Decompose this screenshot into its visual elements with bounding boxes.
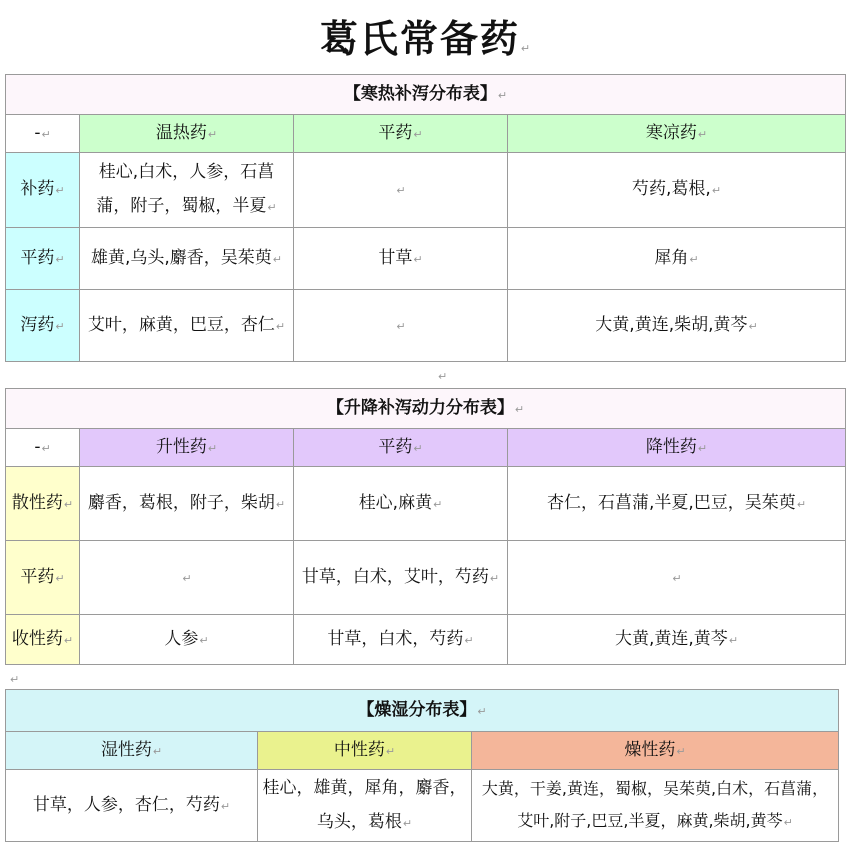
table-cell: 甘草，人参，杏仁，芍药↵ [6,770,258,842]
row-label: 收性药↵ [6,615,80,665]
table-cell: 艾叶，麻黄，巴豆，杏仁↵ [80,290,294,362]
cold-hot-table [5,74,846,362]
corner-cell: -↵ [6,429,80,467]
table-row [6,615,846,665]
table-caption: 【燥湿分布表】↵ [6,690,839,732]
column-header: 寒凉药↵ [508,115,846,153]
column-header: 降性药↵ [508,429,846,467]
table-cell: 桂心,麻黄↵ [294,467,508,541]
column-header: 湿性药↵ [6,732,258,770]
table-row [6,153,846,228]
table-cell: ↵ [80,541,294,615]
table-cell: 桂心,白术，人参，石菖蒲，附子，蜀椒，半夏↵ [80,153,294,228]
table-cell: 麝香，葛根，附子，柴胡↵ [80,467,294,541]
table-cell: 大黄,黄连,黄芩↵ [508,615,846,665]
table-caption: 【升降补泻动力分布表】↵ [6,389,846,429]
table-cell: 杏仁，石菖蒲,半夏,巴豆，吴茱萸↵ [508,467,846,541]
column-header: 平药↵ [294,115,508,153]
table-cell: ↵ [294,153,508,228]
table-cell: ↵ [294,290,508,362]
table-cell: 大黄,黄连,柴胡,黄芩↵ [508,290,846,362]
corner-cell: -↵ [6,115,80,153]
table-cell: 芍药,葛根,↵ [508,153,846,228]
table-cell: 桂心，雄黄，犀角，麝香，乌头，葛根↵ [258,770,472,842]
ascend-descend-table [5,388,846,665]
table-caption: 【寒热补泻分布表】↵ [6,75,846,115]
table-cell: 甘草↵ [294,228,508,290]
table-cell: 大黄，干姜,黄连，蜀椒，吴茱萸,白术，石菖蒲，艾叶,附子,巴豆,半夏，麻黄,柴胡,黄芩↵ [472,770,839,842]
row-label: 补药↵ [6,153,80,228]
row-label: 泻药↵ [6,290,80,362]
row-label: 散性药↵ [6,467,80,541]
page-title: 葛氏常备药↵ [319,17,533,61]
row-label: 平药↵ [6,228,80,290]
table-row [6,541,846,615]
table-cell: 雄黄,乌头,麝香，吴茱萸↵ [80,228,294,290]
paragraph-mark: ↵ [438,370,448,383]
column-header: 平药↵ [294,429,508,467]
column-header: 升性药↵ [80,429,294,467]
table-cell: 甘草，白术，芍药↵ [294,615,508,665]
row-label: 平药↵ [6,541,80,615]
table-row [6,228,846,290]
table-row [6,467,846,541]
table-row [6,770,839,842]
table-cell: 甘草，白术，艾叶，芍药↵ [294,541,508,615]
column-header: 燥性药↵ [472,732,839,770]
dry-damp-table [5,689,839,842]
table-cell: ↵ [508,541,846,615]
column-header: 温热药↵ [80,115,294,153]
paragraph-mark: ↵ [10,673,20,686]
table-cell: 犀角↵ [508,228,846,290]
column-header: 中性药↵ [258,732,472,770]
table-cell: 人参↵ [80,615,294,665]
table-row [6,290,846,362]
